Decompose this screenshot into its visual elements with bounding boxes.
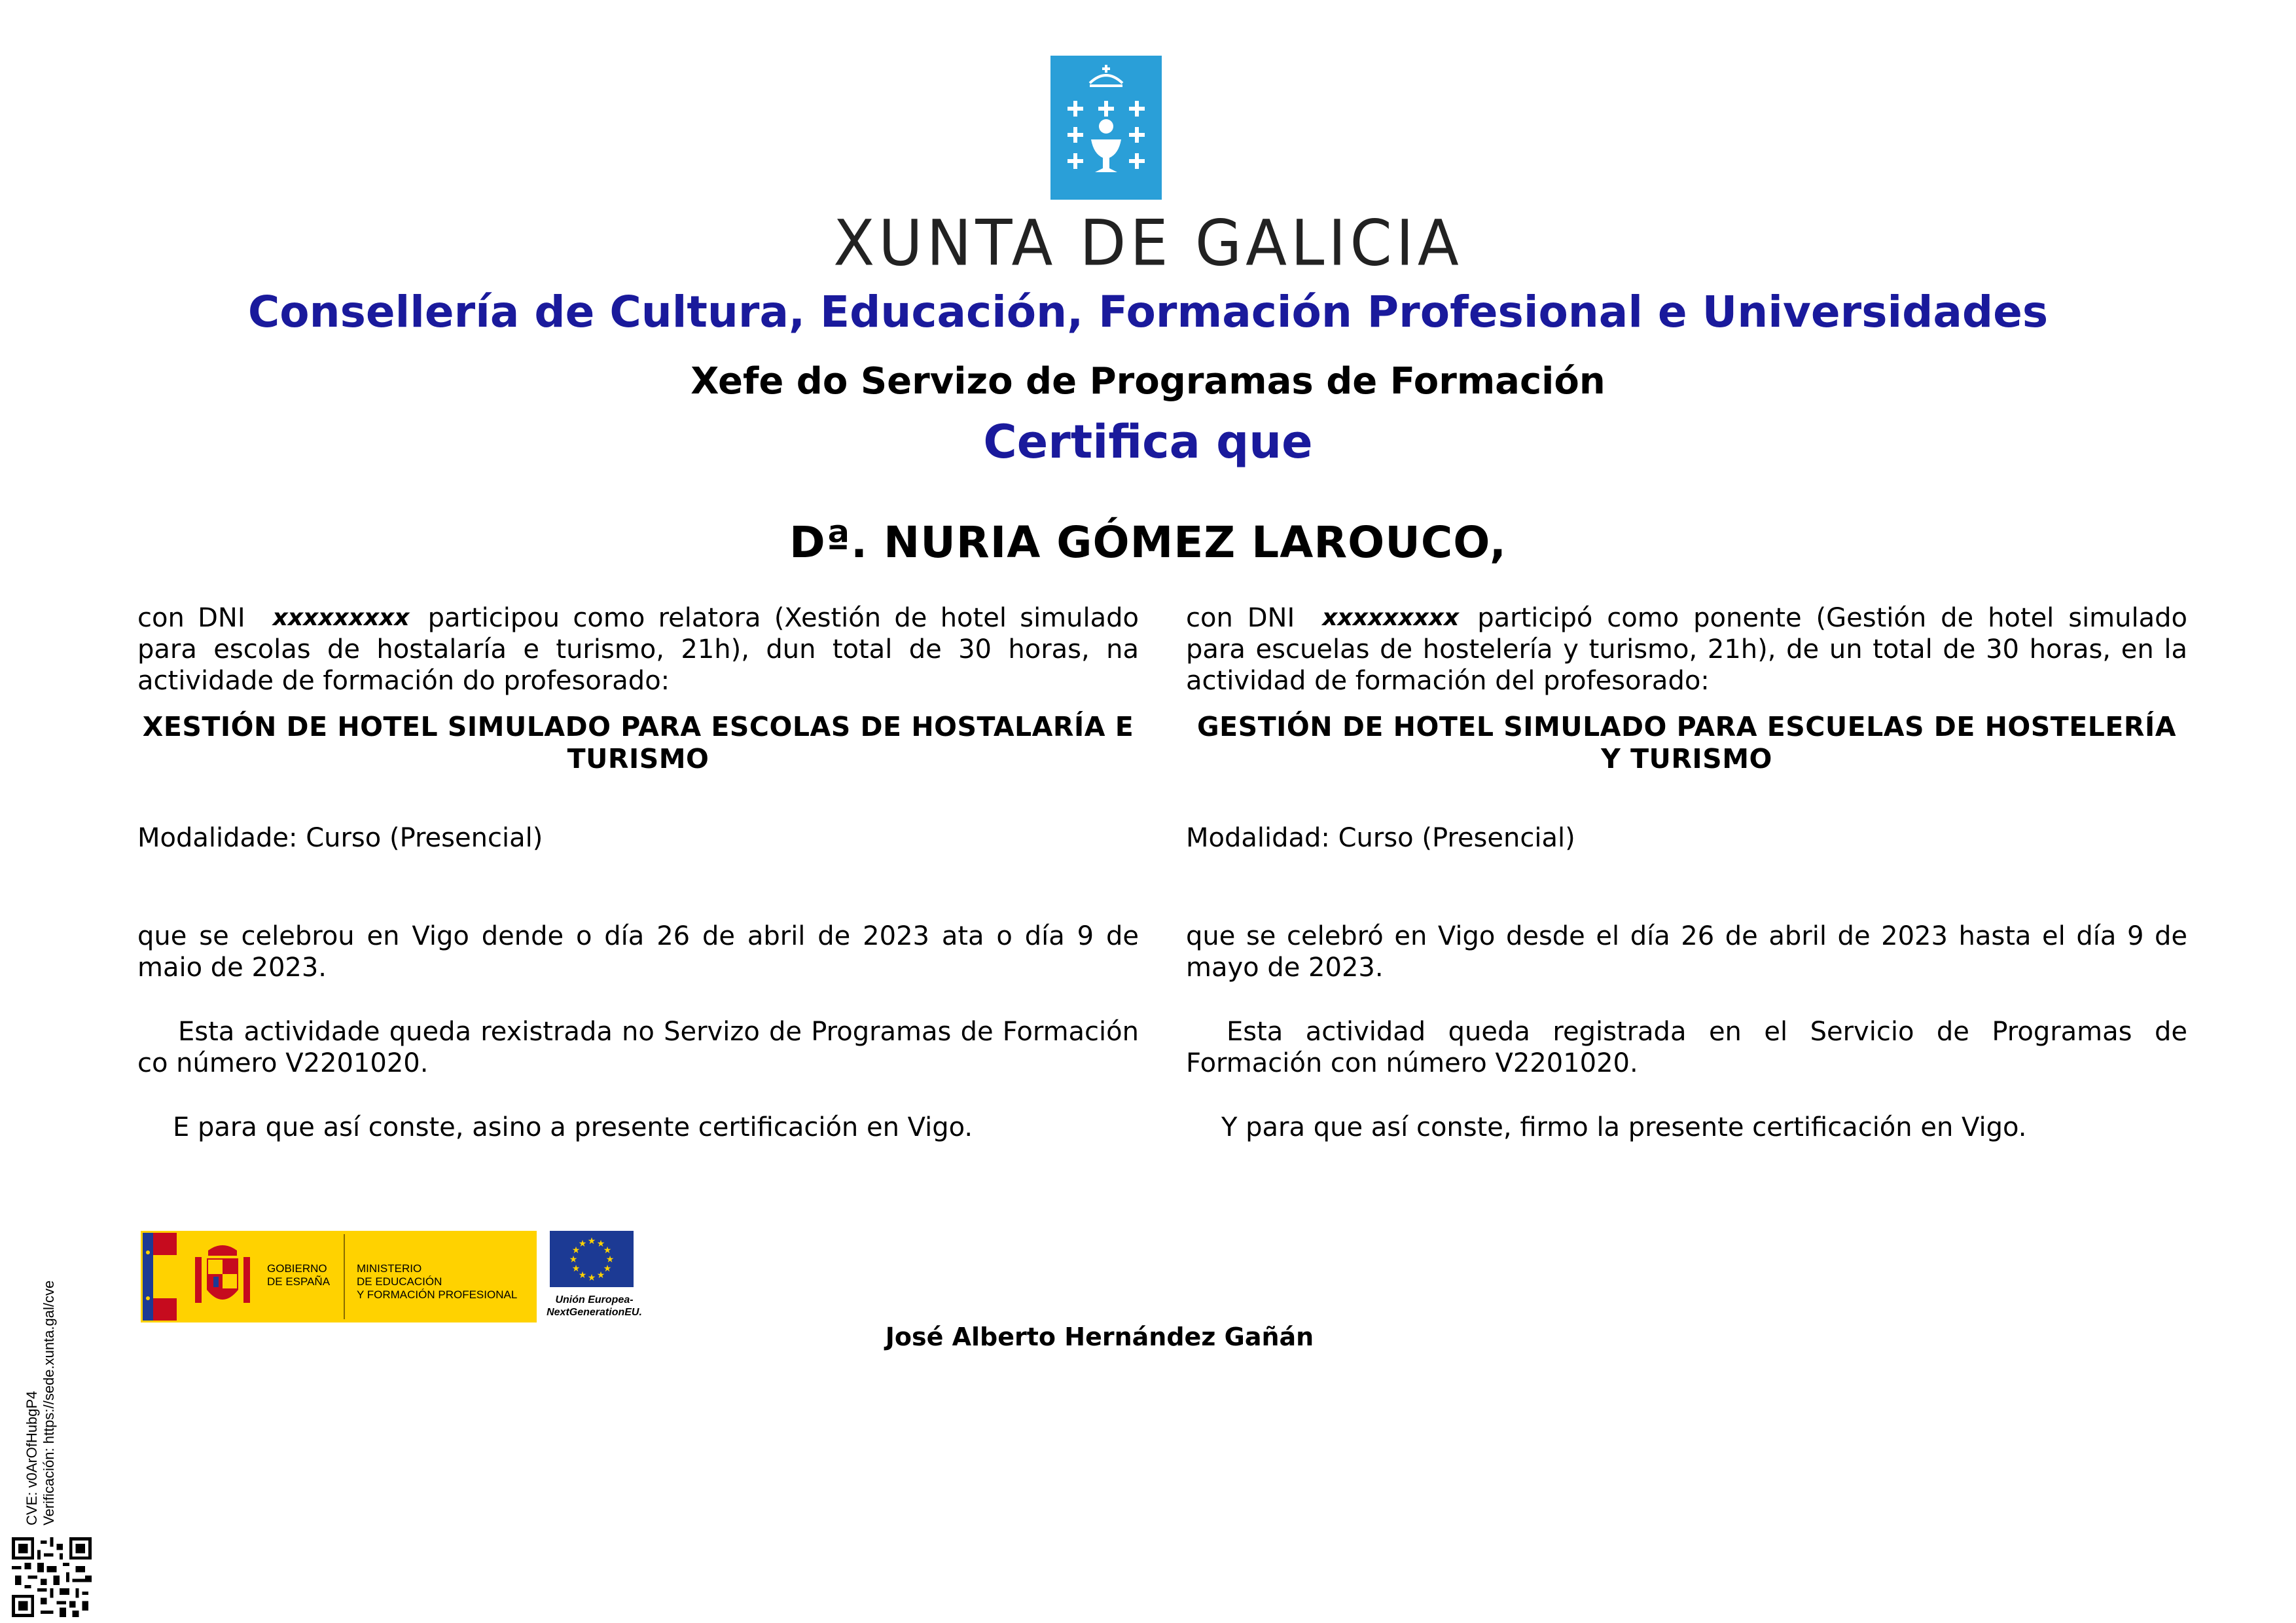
svg-text:★: ★ xyxy=(603,1245,612,1256)
spanish-closing: Y para que así conste, firmo la presente certificación en Vigo. xyxy=(1221,1112,2027,1142)
gov-line2: DE ESPAÑA xyxy=(267,1275,331,1288)
spain-coat-of-arms-icon xyxy=(190,1237,255,1317)
dni-value: xxxxxxxxx xyxy=(272,604,410,631)
ministry-divider xyxy=(344,1234,345,1319)
min-line2: DE EDUCACIÓN xyxy=(357,1275,442,1288)
galician-modality: Modalidade: Curso (Presencial) xyxy=(137,823,543,853)
galician-intro xyxy=(137,602,1139,697)
spanish-intro xyxy=(1186,602,2187,697)
xunta-coat-of-arms xyxy=(1050,56,1162,200)
svg-text:★: ★ xyxy=(587,1236,596,1247)
verification-block xyxy=(7,1244,85,1532)
xunta-logo-text: XUNTA DE GALICIA xyxy=(833,206,1463,280)
issuer-title: Xefe do Servizo de Programas de Formación xyxy=(691,360,1605,403)
svg-text:★: ★ xyxy=(605,1254,615,1265)
svg-text:★: ★ xyxy=(569,1254,578,1265)
eu-caption xyxy=(542,1294,647,1319)
spanish-intro-text: participó como ponente (Gestión de hotel simulado para escuelas de hostelería y turismo, 21h), de un total de 30 horas, en la actividad de formación del profesorado: xyxy=(1186,603,2187,696)
spain-flag-icon xyxy=(143,1233,177,1321)
cve-code: CVE: v0ArOfHubgP4 xyxy=(24,1391,40,1525)
spanish-dates: que se celebró en Vigo desde el día 26 de abril de 2023 hasta el día 9 de mayo de 2023. xyxy=(1186,921,2187,983)
signer-name: José Alberto Hernández Gañán xyxy=(885,1322,1314,1351)
ministry-name xyxy=(357,1262,517,1302)
min-line1: MINISTERIO xyxy=(357,1262,422,1275)
ministry-heading: Consellería de Cultura, Educación, Formación Profesional e Universidades xyxy=(247,287,2049,337)
svg-text:★: ★ xyxy=(603,1264,612,1274)
svg-text:★: ★ xyxy=(596,1239,605,1249)
svg-text:★: ★ xyxy=(587,1273,596,1283)
min-line3: Y FORMACIÓN PROFESIONAL xyxy=(357,1288,518,1301)
svg-text:★: ★ xyxy=(596,1270,605,1281)
svg-text:★: ★ xyxy=(571,1264,581,1274)
spanish-registry: Esta actividad queda registrada en el Servicio de Programas de Formación con número V2201020. xyxy=(1186,1017,2187,1078)
dni-label: con DNI xyxy=(137,603,245,633)
galician-intro-text: participou como relatora (Xestión de hotel simulado para escolas de hostalaría e turismo, 21h), dun total de 30 horas, na actividade de formación do profesorado: xyxy=(137,603,1139,696)
spanish-modality: Modalidad: Curso (Presencial) xyxy=(1186,823,1575,853)
svg-text:★: ★ xyxy=(578,1239,587,1249)
eu-line1: Unión Europea- xyxy=(555,1294,634,1305)
gov-name xyxy=(267,1262,330,1288)
dni-label: con DNI xyxy=(1186,603,1295,633)
svg-text:★: ★ xyxy=(578,1270,587,1281)
gov-line1: GOBIERNO xyxy=(267,1262,327,1275)
qr-code-icon xyxy=(12,1537,92,1617)
dni-value: xxxxxxxxx xyxy=(1322,604,1460,631)
eu-flag-icon xyxy=(550,1231,634,1287)
svg-text:★: ★ xyxy=(571,1245,581,1256)
galician-registry: Esta actividade queda rexistrada no Servizo de Programas de Formación co número V2201020. xyxy=(137,1017,1139,1078)
galician-dates: que se celebrou en Vigo dende o día 26 de abril de 2023 ata o día 9 de maio de 2023. xyxy=(137,921,1139,983)
verification-url: Verificación: https://sede.xunta.gal/cve xyxy=(41,1280,57,1525)
certifies-heading: Certifica que xyxy=(983,415,1313,469)
recipient-name: Dª. NURIA GÓMEZ LAROUCO, xyxy=(789,517,1507,568)
galician-closing: E para que así conste, asino a presente certificación en Vigo. xyxy=(173,1112,973,1142)
spanish-course-title: GESTIÓN DE HOTEL SIMULADO PARA ESCUELAS DE HOSTELERÍA Y TURISMO xyxy=(1197,711,2176,775)
galician-column xyxy=(137,602,1139,1143)
coat-of-arms-icon xyxy=(1050,56,1162,200)
eu-line2: NextGenerationEU. xyxy=(547,1307,642,1318)
spanish-column xyxy=(1186,602,2187,1143)
galician-course-title: XESTIÓN DE HOTEL SIMULADO PARA ESCOLAS DE HOSTALARÍA E TURISMO xyxy=(142,711,1134,775)
